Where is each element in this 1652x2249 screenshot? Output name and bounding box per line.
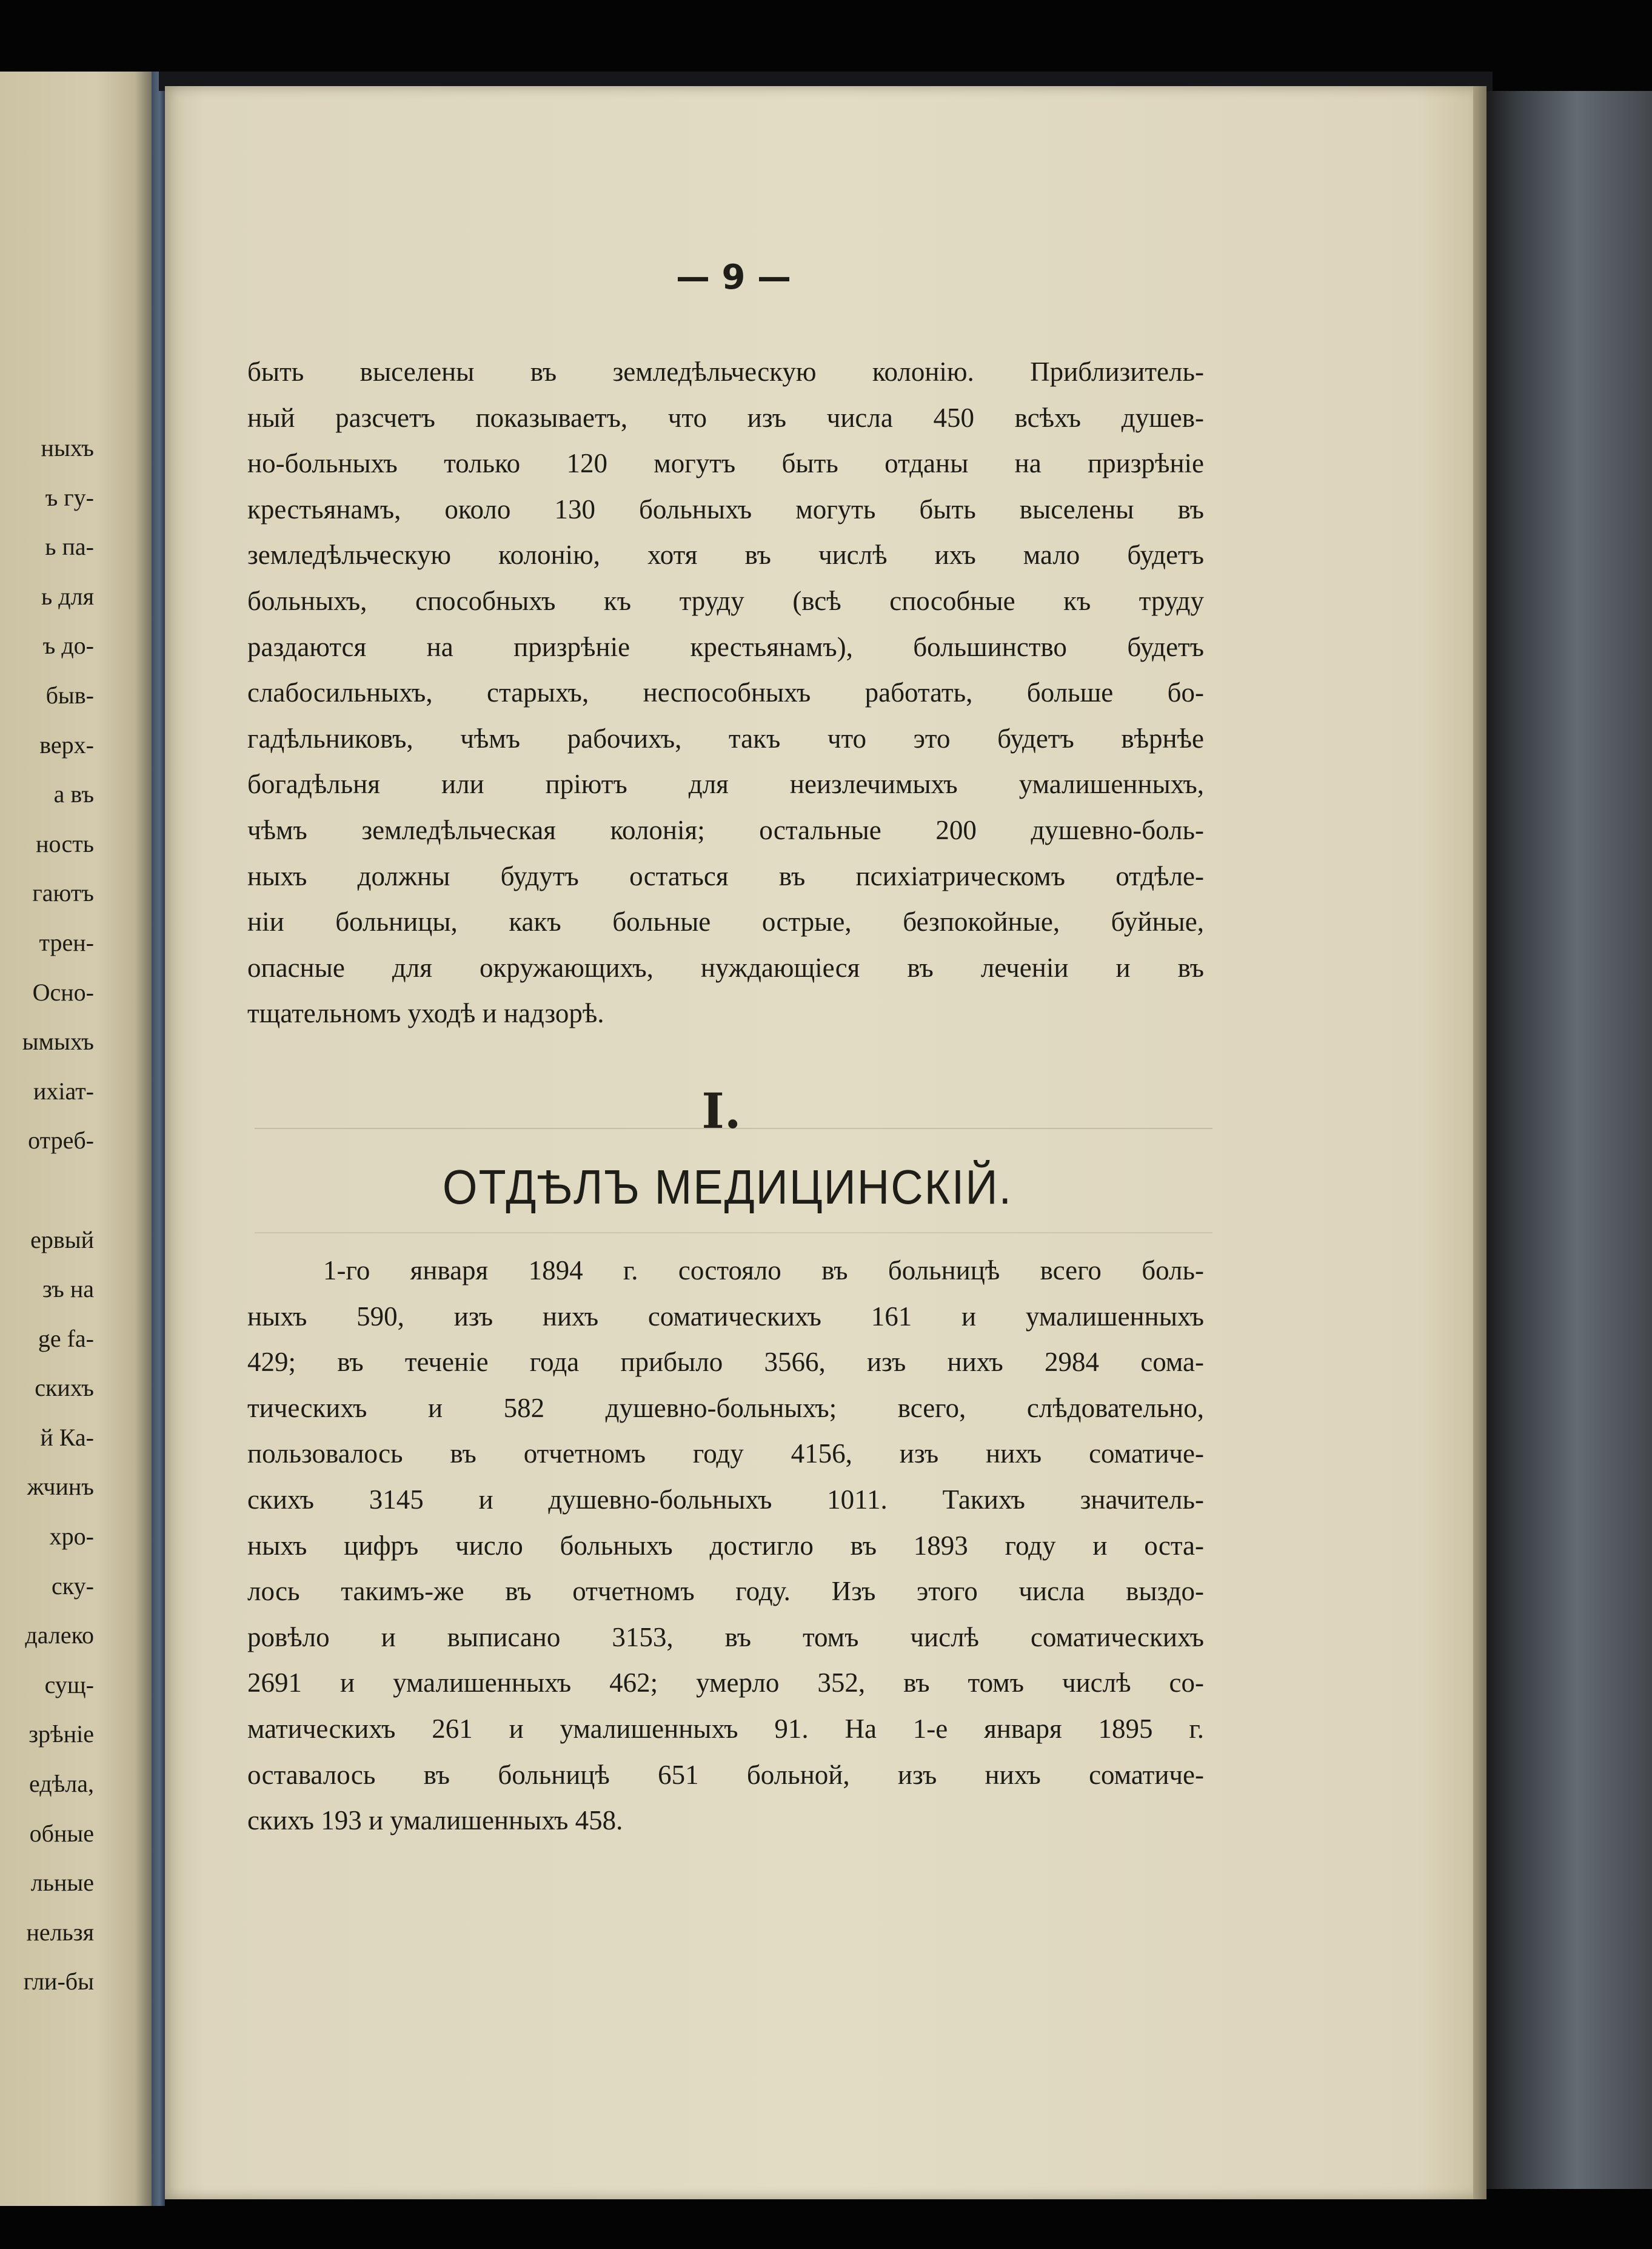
text-line: тическихъ и 582 душевно-больныхъ; всего, слѣдовательно, — [247, 1392, 1204, 1423]
previous-page-edge — [152, 72, 165, 2206]
previous-page-text — [0, 423, 152, 2006]
text-line: оставалось въ больницѣ 651 больной, изъ нихъ соматиче- — [247, 1759, 1204, 1790]
previous-page-line: ность — [36, 830, 94, 857]
previous-page-line: сущ- — [44, 1671, 94, 1698]
previous-page-line: зрѣніе — [28, 1720, 94, 1748]
text-line: опасные для окружающихъ, нуждающіеся въ леченіи и въ — [247, 952, 1204, 983]
text-line: пользовалось въ отчетномъ году 4156, изъ нихъ соматиче- — [247, 1438, 1204, 1469]
previous-page-line: ску- — [52, 1572, 94, 1600]
text-line: больныхъ, способныхъ къ труду (всѣ способные къ труду — [247, 585, 1204, 616]
text-line: земледѣльческую колонію, хотя въ числѣ ихъ мало будетъ — [247, 540, 1204, 571]
text-line: ныхъ должны будутъ остаться въ психіатрическомъ отдѣле- — [247, 860, 1204, 891]
text-line: матическихъ 261 и умалишенныхъ 91. На 1-е января 1895 г. — [247, 1713, 1204, 1744]
previous-page-line: скихъ — [35, 1374, 94, 1402]
previous-page-line: едѣла, — [28, 1770, 94, 1798]
previous-page-line: гли-бы — [23, 1968, 94, 1996]
previous-page-line: ервый — [30, 1225, 94, 1253]
text-line: тщательномъ уходѣ и надзорѣ. — [247, 998, 604, 1029]
previous-page-line: ge fa- — [38, 1324, 94, 1352]
text-line: ный разсчетъ показываетъ, что изъ числа 450 всѣхъ душев- — [247, 402, 1204, 433]
page-number: — 9 — — [676, 258, 791, 297]
page-edge — [1473, 86, 1486, 2199]
text-line: но-больныхъ только 120 могутъ быть отданы на призрѣніе — [247, 448, 1204, 479]
text-line: 2691 и умалишенныхъ 462; умерло 352, въ томъ числѣ со- — [247, 1667, 1204, 1698]
text-line: слабосильныхъ, старыхъ, неспособныхъ работать, больше бо- — [247, 677, 1204, 708]
previous-page-line: обные — [29, 1819, 94, 1847]
previous-page-line: трен- — [39, 928, 94, 956]
paragraph-1 — [247, 349, 1204, 1037]
text-line: быть выселены въ земледѣльческую колонію. Приблизитель- — [247, 357, 1204, 387]
text-line: раздаются на призрѣніе крестьянамъ), большинство будетъ — [247, 631, 1204, 662]
previous-page-line: жчинъ — [27, 1473, 94, 1501]
previous-page-line: ымыхъ — [22, 1028, 94, 1056]
previous-page-line: а въ — [53, 780, 94, 808]
previous-page-line: ь па- — [45, 533, 94, 561]
previous-page-line: нельзя — [26, 1918, 94, 1946]
book-cover-spine — [1485, 91, 1652, 2189]
previous-page-line: гаютъ — [32, 879, 94, 907]
text-line: чѣмъ земледѣльческая колонія; остальные 200 душевно-боль- — [247, 814, 1204, 845]
paragraph-2 — [247, 1248, 1204, 1844]
previous-page-line: ъ до- — [42, 632, 94, 660]
previous-page-line: й Ка- — [40, 1423, 94, 1451]
previous-page-line: далеко — [25, 1621, 94, 1649]
text-line: богадѣльня или пріютъ для неизлечимыхъ умалишенныхъ, — [247, 769, 1204, 800]
previous-page-line: хро- — [49, 1523, 94, 1550]
section-title: ОТДѢЛЪ МЕДИЦИНСКІЙ. — [442, 1159, 1013, 1215]
text-line: 429; въ теченіе года прибыло 3566, изъ нихъ 2984 сома- — [247, 1347, 1204, 1378]
previous-page-line: отреб- — [28, 1127, 94, 1155]
previous-page-line: верх- — [39, 731, 94, 759]
text-line: скихъ 3145 и душевно-больныхъ 1011. Такихъ значитель- — [247, 1484, 1204, 1515]
text-line: скихъ 193 и умалишенныхъ 458. — [247, 1805, 623, 1836]
text-line: ныхъ цифръ число больныхъ достигло въ 1893 году и оста- — [247, 1530, 1204, 1561]
text-line: ровѣло и выписано 3153, въ томъ числѣ соматическихъ — [247, 1621, 1204, 1652]
text-line: лось такимъ-же въ отчетномъ году. Изъ этого числа выздо- — [247, 1576, 1204, 1607]
previous-page-line: ъ гу- — [45, 483, 94, 511]
text-line: ніи больницы, какъ больные острые, безпокойные, буйные, — [247, 907, 1204, 937]
previous-page — [0, 72, 159, 2206]
text-line: гадѣльниковъ, чѣмъ рабочихъ, такъ что это будетъ вѣрнѣе — [247, 723, 1204, 754]
previous-page-line: ихіат- — [33, 1077, 94, 1105]
text-line: крестьянамъ, около 130 больныхъ могуть быть выселены въ — [247, 494, 1204, 525]
previous-page-line — [0, 1165, 152, 1215]
text-line: 1-го января 1894 г. состояло въ больницѣ всего боль- — [323, 1255, 1204, 1285]
previous-page-line: ныхъ — [41, 434, 94, 461]
previous-page-line: Осно- — [32, 978, 94, 1006]
section-number: I. — [701, 1082, 741, 1139]
previous-page-line: быв- — [45, 681, 94, 709]
previous-page-line: ь для — [41, 582, 94, 610]
text-line: ныхъ 590, изъ нихъ соматическихъ 161 и умалишенныхъ — [247, 1301, 1204, 1332]
previous-page-line: зъ на — [42, 1275, 94, 1303]
previous-page-line: льные — [30, 1869, 94, 1897]
